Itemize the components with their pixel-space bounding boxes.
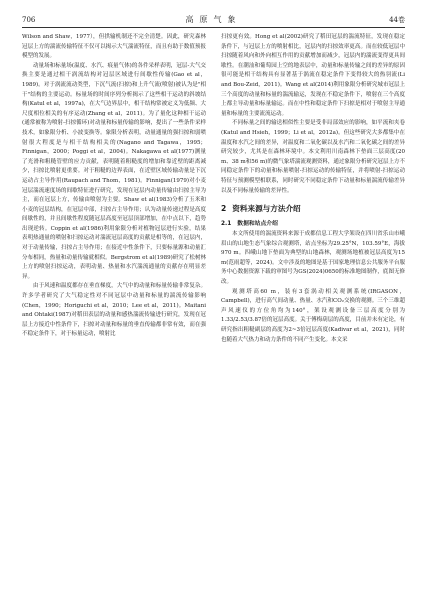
volume-number: 44卷 xyxy=(389,16,405,24)
section-title-text: 资料来源与方法介绍 xyxy=(232,204,301,214)
journal-title: 高原气象 xyxy=(185,15,242,24)
paragraph: 动量场和标量场(温度、水汽、痕量气体)的各件采样表明，冠层-大气交换主要是通过相干涡流结构对冠层区域进行间歇性传输(Gao et al，1989)。对于涡流流动类型，下沉气流(扫掠)和上升气流(喷射)被认为是"相干"结构的主要运动。标量场的时间序列分析揭示了这些相干运动的斜坡结构(Katul et al，1997a)，在大气边界层中，相干结构常被定义为低频、大尺度相位相关的有序运动(Zhang et al，2011)。为了量化这种相干运动(通常被称为喷射-扫掠循环)对动量和标量传输的影响，提出了一些条件采样技术，如象限分析、小波变换等。象限分析表明，动量通量的强扫掠和弱喷射很大程度是与相干结构相关的(Nagano and Tagawa，1995；Finnigan，2000；Poggi et al，2004)。Nakagawa et al(1977)测量了光滑和粗糙管壁的应力贡献，表明随着粗糙度的增加和靠近壁的距离减少，扫掠比喷射更重要。对于粗糙的边界表面，在近壁区域传输动量是下沉运动占主导作用(Raupach and Thom，1981)。Finnigan(1979)对小麦冠层湍流速度场的间歇特征进行研究，发现在冠层内动量传输由扫掠主导为主，而在冠层上方，传输由喷射为主要。Shaw et al(1983)分析了玉米和小麦的冠层结构，在冠层中部，扫掠占主导作用；认为动量传递过程是高度间歇性的，并且间歇性程度随冠层高度至冠层顶部增加，在中点以下，趋势出现逆转。Coppin et al(1986)利用象限分析对植物冠层进行实验，结果表明热通量的喷射和扫掠运动对湍流冠层高度的贡献是相等的，在冠层内，对于动量传输，扫掠占主导作用；在接近中性条件下，只要标量源和动量汇分布相同，热量和动量传输就相似。Bergstrom et al(1989)研究了松树林上方的喷射扫掠运动，表明动量、热量和水汽湍流通量的贡献存在明显差异。 xyxy=(22,62,206,280)
paragraph: 由于风速和温度都存在垂直梯度，大气中的动量和标量传输非常复杂。许多学者研究了大气稳定性对不同冠层中动量和标量的湍流传输影响(Chen，1990；Horiguchi et al，2010；Lee et al，2011)。Maitani and Ohtaki(1987)对稻田表层的动量和感热湍流传输进行研究，发现在冠层上方接近中性条件下，扫掠对动量和标量的垂直传输都非常有效，而在强不稳定条件下，对于标量运动，喷射比 xyxy=(22,283,206,338)
left-column xyxy=(22,33,206,340)
paragraph: 本文所使用的湍流资料来源于成都信息工程大学架设在四川省乐山市峨眉山的山地生态气象综合观测塔，站点坐标为29.25°N，103.59°E，海拔970 m。四峨山地下垫面为典型的山地森林，观测场地植被冠层高度为15 m(范雨超等，2024)。文中涉及的地图是基于国家地理信息公共服务平台服务中心数据资源下载的审图号为GS(2024)0650的标准地图制作，底图无修改。 xyxy=(221,231,405,286)
page-header xyxy=(22,14,405,26)
paragraph: Wilson and Shaw，1977），但拱输机制还不完全清楚。因此，研究森林冠层上方的湍流传输特征不仅可以揭示大气湍流特征，而且有助于数值预报模型的发展。 xyxy=(22,34,206,60)
paragraph: 不同标量之间的输送相似性主要是受非局部效应的影响，如平流和夹卷(Katul and Hsieh，1999；Li et al，2012a)。但这些研究大多都集中在温度和水汽之间的差异，对温度和二氧化碳以及水汽和二氧化碳之间的差异研究较少，尤其是在森林环境中。本文利用川南森林下垫面三层高度(20 m、38 m和56 m)的微气象塔湍流观测资料，通过象限分析研究冠层上方不同稳定条件下的动量和标量喷射-扫掠运动的传输特征，并将喷射-扫掠运动特征与预测模型相联系，同时研究不同稳定条件下动量和标量湍流传输差异以及不同标量传输的差异性。 xyxy=(221,120,405,194)
paragraph: 观测塔高60 m，装有3套涡动相关观测系统(IRGASON，Campbell)，进行高气间动量、热量、水汽和CO₂交换的观测。三个三维超声风速仪的方位角均为140°，架设观测设备三层高度分别为1.33/2.53/3.87倍的冠层高度。关于傅梅葫层的高度，目前并未有定论，有研究指出粗糙副层的高度为2~3倍冠层高度(Kadivar et al，2021)，同时也随着大气热力和动力条件的不同产生变化。本文采 xyxy=(221,288,405,343)
header-rule xyxy=(22,27,405,28)
right-column xyxy=(221,33,405,345)
paragraph: 扫掠更有效。Hong et al(2002)研究了稻田冠层的湍流特征，发现在稳定条件下，与冠层上方的喷射相比，冠层内的扫掠效率更高。而在较低冠层中扫掠随着风向和外向相互作用的贡献增加而减少，冠层内的湍流变得更具间歇性。在潮汕和葡萄园上空的地表层中，动量和标量传输之间的差异的原因很可能是相干结构具有显著基于涡流在稳定条件下变得较大的热羽流(Li and Bou-Zeid，2011)。Wang et al(2014)利用象限分析研究城市冠层上三个高度的动量和标量的湍流输运，发现在不稳定条件下，喷射在三个高度上都主导动量和标量输运。而在中性和稳定条件下扫掠是相对于喷射主导通量和标量的主要流流运动。 xyxy=(221,34,405,117)
section-number: 2 xyxy=(221,204,227,214)
subsection-heading xyxy=(221,219,405,229)
subsection-number: 2.1 xyxy=(221,221,232,228)
section-heading xyxy=(221,203,405,215)
page-number: 706 xyxy=(22,16,36,24)
subsection-title-text: 数据和站点介绍 xyxy=(237,221,278,228)
